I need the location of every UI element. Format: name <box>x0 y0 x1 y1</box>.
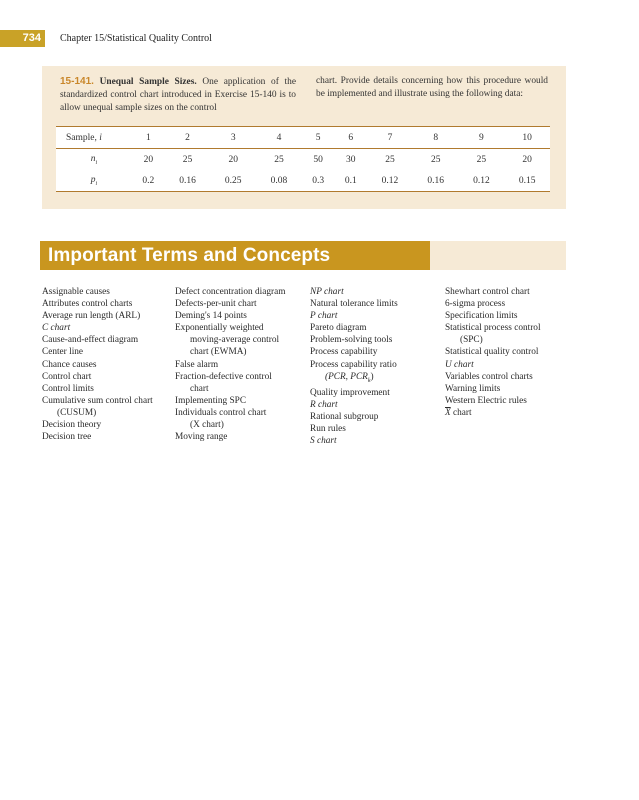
table-cell: 20 <box>228 154 238 165</box>
term: S chart <box>310 435 337 446</box>
table-cell: 0.15 <box>518 175 536 186</box>
table-cell: 0.1 <box>344 175 357 186</box>
table-cell: 20 <box>522 154 532 165</box>
table-cell: 5 <box>302 127 335 149</box>
table-row-p <box>56 170 550 192</box>
term: Quality improvement <box>310 387 390 398</box>
term: Decision theory <box>42 420 102 431</box>
term: chart (EWMA) <box>190 347 247 358</box>
term: Run rules <box>310 423 346 434</box>
term: NP chart <box>310 287 344 297</box>
chapter-title: Chapter 15/Statistical Quality Control <box>60 33 212 44</box>
term: moving-average control <box>190 335 280 346</box>
table-cell: 0.3 <box>312 175 325 186</box>
term: Process capability <box>310 347 378 358</box>
term: Cause-and-effect diagram <box>42 335 139 346</box>
row-label-p: $p_i$ <box>90 174 98 187</box>
term: Variables control charts <box>445 371 533 382</box>
terms-column-1 <box>42 286 153 443</box>
term: Exponentially weighted <box>175 323 264 334</box>
terms-column-2 <box>175 286 285 443</box>
term: (PCR, $PCR_k$) <box>325 371 374 384</box>
table-cell: 25 <box>385 154 395 165</box>
table-cell: 4 <box>256 127 302 149</box>
term: (X chart) <box>190 420 224 431</box>
table-cell: 7 <box>367 127 413 149</box>
table-cell: 1 <box>132 127 165 149</box>
table-cell: 0.12 <box>473 175 490 186</box>
terms-column-3 <box>310 286 398 447</box>
term: Fraction-defective control <box>175 371 272 382</box>
term: (SPC) <box>460 335 483 346</box>
exercise-number: 15-141. <box>60 76 94 87</box>
table-cell: 50 <box>313 154 323 165</box>
term: Chance causes <box>42 359 97 370</box>
term: Natural tolerance limits <box>310 299 398 310</box>
section-bar <box>40 241 566 270</box>
table-cell: 0.08 <box>270 175 288 186</box>
term: Control chart <box>42 371 92 382</box>
exercise-text-left <box>60 75 296 115</box>
table-cell: 25 <box>274 154 284 165</box>
term: False alarm <box>175 359 219 370</box>
table-cell: 0.12 <box>381 175 399 186</box>
data-table <box>56 126 550 192</box>
table-cell: 8 <box>413 127 459 149</box>
term: Specification limits <box>445 311 518 322</box>
term: Moving range <box>175 432 228 443</box>
table-row-n <box>56 149 550 171</box>
table-cell: 0.16 <box>427 175 445 186</box>
term: Western Electric rules <box>445 395 527 406</box>
row-label-sample: Sample, i <box>56 127 132 149</box>
table-cell: 10 <box>504 127 550 149</box>
page-header <box>0 30 639 48</box>
table-cell: 3 <box>210 127 256 149</box>
term: (CUSUM) <box>57 407 97 418</box>
section-title: Important Terms and Concepts <box>40 241 430 270</box>
term: Implementing SPC <box>175 395 247 406</box>
term: Individuals control chart <box>175 407 267 418</box>
term: Defect concentration diagram <box>175 287 286 297</box>
terms-column-4 <box>445 286 541 419</box>
table-cell: 0.2 <box>142 175 155 186</box>
term: Average run length (ARL) <box>42 311 141 322</box>
term: chart <box>190 383 209 394</box>
term: Pareto diagram <box>310 323 367 334</box>
table-cell: 6 <box>334 127 367 149</box>
table-cell: 25 <box>182 154 193 165</box>
table-cell: 25 <box>476 154 487 165</box>
term: Center line <box>42 347 84 358</box>
term: Problem-solving tools <box>310 335 393 346</box>
table-cell: 2 <box>165 127 211 149</box>
term: Defects-per-unit chart <box>175 299 257 310</box>
term: $\overline{X}$ chart <box>445 407 472 418</box>
table-cell: 9 <box>459 127 505 149</box>
term: Warning limits <box>445 383 501 394</box>
table-cell: 30 <box>346 154 356 165</box>
row-label-n: $n_i$ <box>90 153 98 166</box>
term: C chart <box>42 323 71 334</box>
term: Process capability ratio <box>310 359 397 370</box>
term: Rational subgroup <box>310 411 379 422</box>
table-cell: 0.25 <box>224 175 242 186</box>
exercise-title: Unequal Sample Sizes. <box>99 77 197 87</box>
term: Decision tree <box>42 432 92 443</box>
term: U chart <box>445 359 474 370</box>
table-cell: 0.16 <box>179 175 196 186</box>
table-row-sample <box>56 127 550 149</box>
exercise-text-right: chart. Provide details concerning how this procedure would be implemented and illustrate using the following data: <box>316 76 548 99</box>
term: Statistical quality control <box>445 347 539 358</box>
term: Attributes control charts <box>42 299 133 310</box>
table-cell: 25 <box>430 154 441 165</box>
term: P chart <box>310 311 338 322</box>
term: R chart <box>310 399 338 410</box>
term: Control limits <box>42 383 94 394</box>
exercise-box <box>42 66 566 209</box>
term: Assignable causes <box>42 287 110 297</box>
term: Shewhart control chart <box>445 287 530 297</box>
term: Deming's 14 points <box>175 311 247 322</box>
term: Cumulative sum control chart <box>42 395 153 406</box>
exercise-left-text: One application of the standardized control chart introduced in Exercise 15-140 is to allow unequal sample sizes on the control <box>60 77 297 113</box>
term: 6-sigma process <box>445 299 506 310</box>
table-cell: 20 <box>143 154 154 165</box>
term: Statistical process control <box>445 323 541 334</box>
page-number: 734 <box>0 30 45 47</box>
